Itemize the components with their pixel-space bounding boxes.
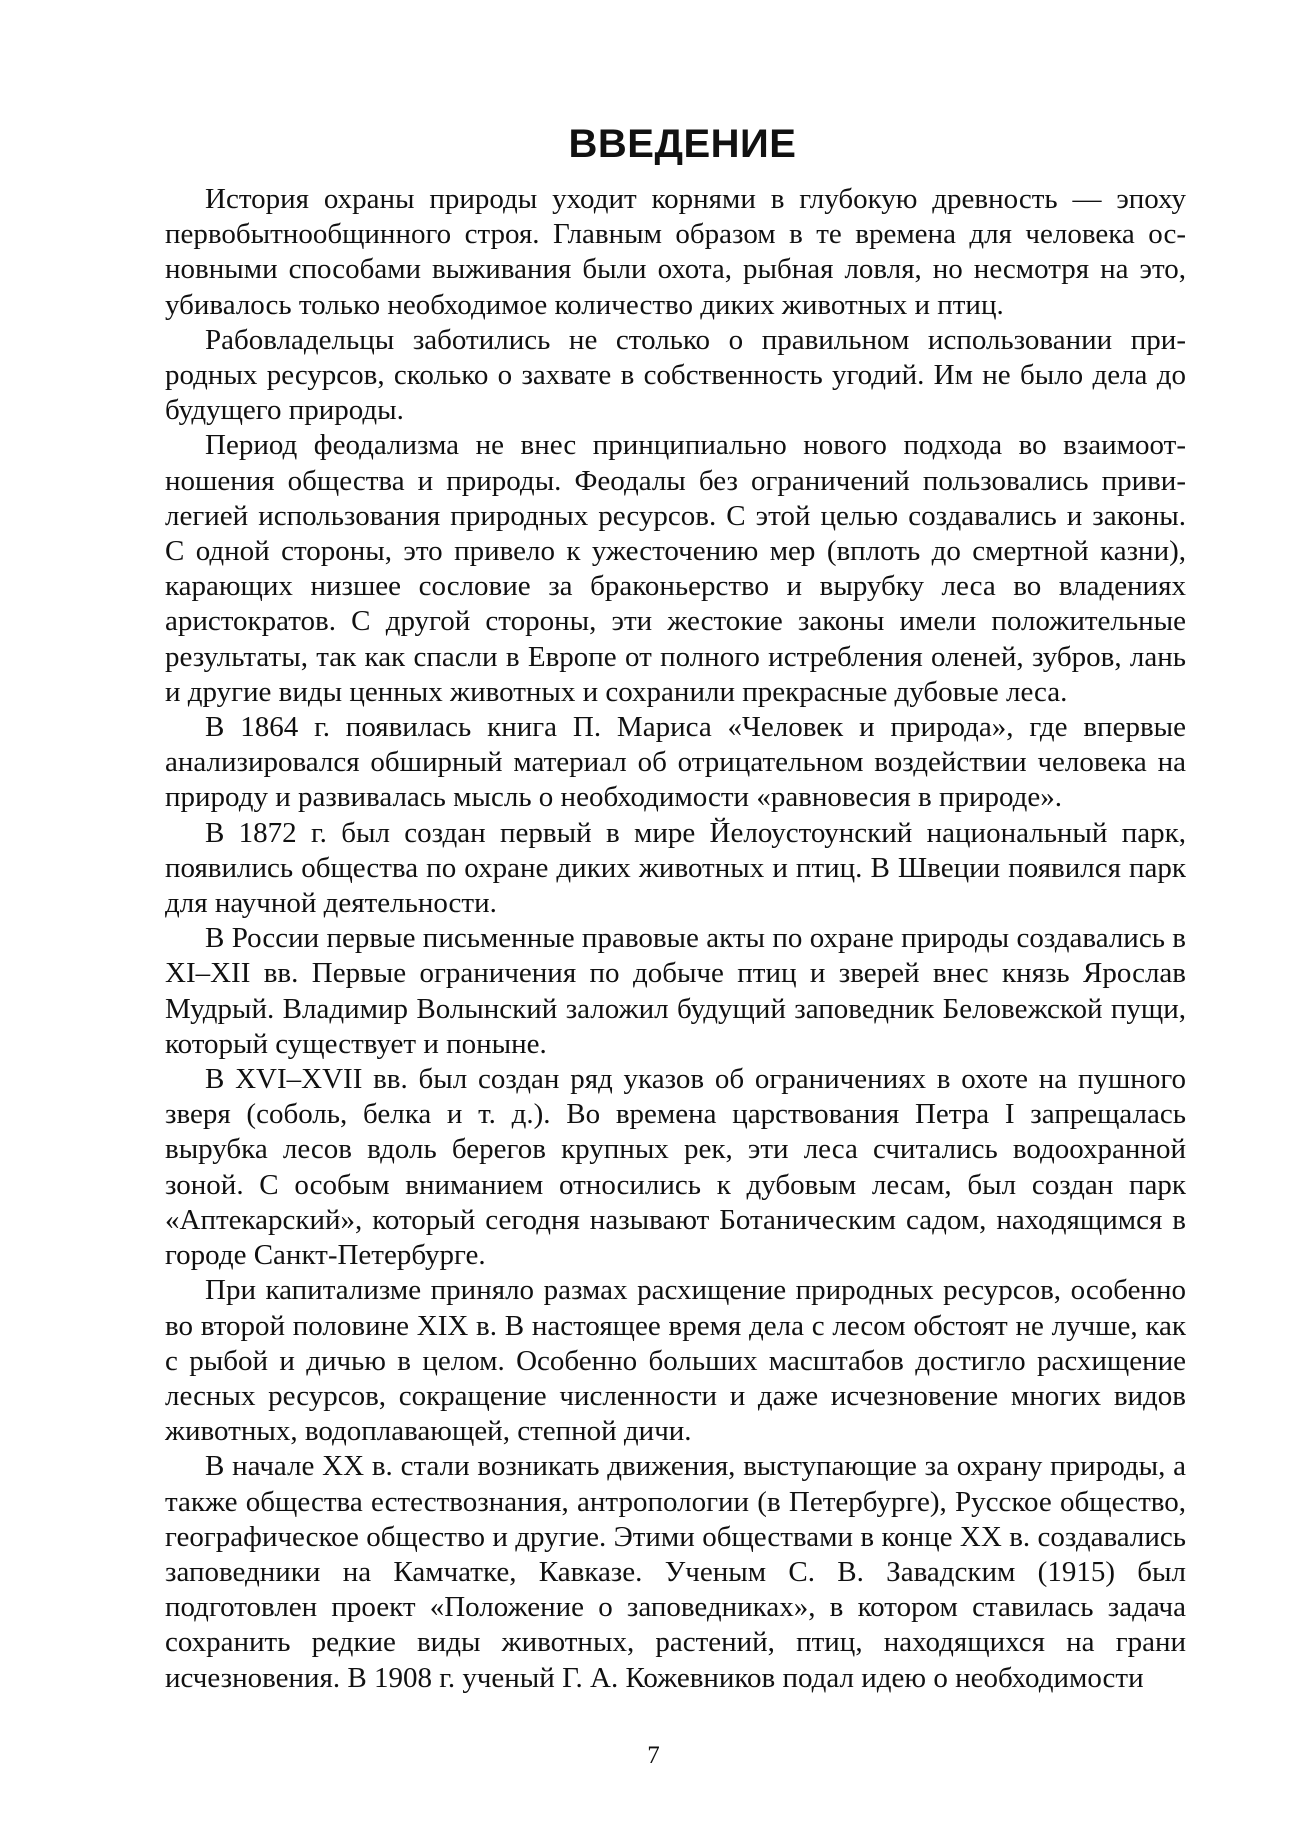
page-number: 7 <box>647 1742 660 1769</box>
paragraph: Период феодализма не внес принципиально нового подхода во взаимоотношения общества и природы. Феодалы без ограничений пользовались привилегией использования природных ресурсов. С этой целью создавались и законы. С одной стороны, это привело к ужесточению мер (вплоть до смертной казни), карающих низшее сословие за браконьерство и вырубку леса во владениях аристократов. С другой стороны, эти жестокие законы имели положительные результаты, так как спасли в Европе от полного истребления оленей, зубров, лань и другие виды ценных животных и сохранили прекрасные дубовые леса. <box>165 429 1186 708</box>
paragraph: При капитализме приняло размах расхищение природных ресурсов, особенно во второй половине XIX в. В настоящее время дела с лесом обстоят не лучше, как с рыбой и дичью в целом. Особенно больших масштабов достигло расхищение лесных ресурсов, сокращение численности и даже исчезновение многих видов животных, водоплавающей, степной дичи. <box>165 1274 1186 1448</box>
paragraph: В XVI–XVII вв. был создан ряд указов об ограничениях в охоте на пушного зверя (соболь, белка и т. д.). Во времена царствования Петра I запрещалась вырубка лесов вдоль берегов крупных рек, эти леса считались водоохранной зоной. С особым вниманием относились к дубовым лесам, был создан парк «Аптекарский», который сегодня называют Ботаническим садом, находящимся в городе Санкт-Петербурге. <box>165 1063 1186 1272</box>
paragraph: В начале XX в. стали возникать движения, выступающие за охрану природы, а также общества естествознания, антропологии (в Петербурге), Русское общество, географическое общество и другие. Этими обществами в конце XX в. создавались заповедники на Камчатке, Кавказе. Ученым С. В. Завадским (1915) был подготовлен проект «Положение о заповедниках», в котором ставилась задача сохранить редкие виды животных, растений, птиц, находящихся на грани исчезновения. В 1908 г. ученый Г. А. Кожевников подал идею о необходимости <box>165 1450 1186 1694</box>
page-content <box>165 118 1186 1696</box>
body-text <box>165 182 1186 1696</box>
paragraph: В 1872 г. был создан первый в мире Йелоустоунский национальный парк, появились общества по охране диких животных и птиц. В Швеции появился парк для научной деятельности. <box>165 816 1186 920</box>
paragraph: В России первые письменные правовые акты по охране природы создавались в XI–XII вв. Первые ограничения по добыче птиц и зверей внес князь Ярослав Мудрый. Владимир Волынский заложил будущий заповедник Беловежской пущи, который существует и поныне. <box>165 922 1186 1060</box>
page-title: ВВЕДЕНИЕ <box>568 122 797 166</box>
paragraph: История охраны природы уходит корнями в глубокую древность — эпоху первобытнообщинного строя. Главным образом в те времена для человека основными способами выживания были охота, рыбная ловля, но несмотря на это, убивалось только необходимое количество диких животных и птиц. <box>165 183 1186 321</box>
paragraph: В 1864 г. появилась книга П. Мариса «Человек и природа», где впервые анализировался обширный материал об отрицательном воздействии человека на природу и развивалась мысль о необходимости «равновесия в природе». <box>165 711 1186 814</box>
paragraph: Рабовладельцы заботились не столько о правильном использовании природных ресурсов, сколько о захвате в собственность угодий. Им не было дела до будущего природы. <box>165 323 1186 427</box>
